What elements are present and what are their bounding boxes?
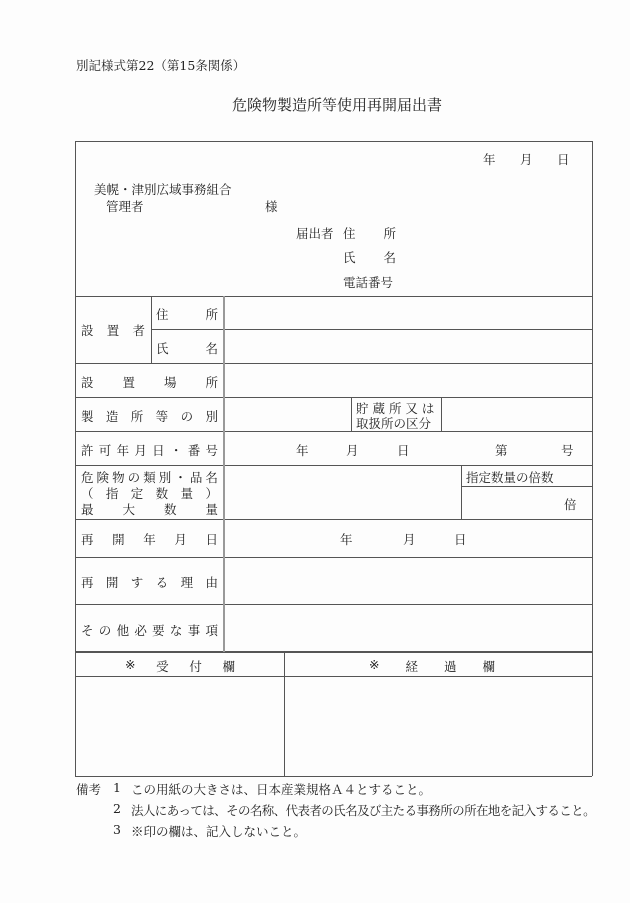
organization-name: 美幌・津別広域事務組合 — [94, 182, 232, 197]
facility-type-field[interactable] — [225, 398, 350, 430]
installer-address-label: 住 所 — [156, 307, 218, 322]
date-day: 日 — [557, 152, 570, 167]
multiple-unit: 倍 — [564, 497, 577, 512]
note-3-text: ※印の欄は、記入しないこと。 — [131, 824, 307, 839]
installer-label: 設 置 者 — [81, 323, 145, 338]
hazmat-label-1: 危 険 物 の 類 別 ・ 品 名 — [81, 470, 218, 485]
honorific: 様 — [265, 199, 278, 214]
document-title: 危険物製造所等使用再開届出書 — [232, 96, 443, 114]
progress-header: ※ 経 過 欄 — [369, 657, 495, 674]
permit-no-suffix: 号 — [561, 443, 574, 458]
location-label: 設 置 場 所 — [81, 375, 218, 390]
manager-label: 管理者 — [106, 199, 144, 214]
other-matters-field[interactable] — [225, 605, 591, 650]
progress-box — [285, 677, 591, 775]
reception-header: ※ 受 付 欄 — [125, 657, 235, 674]
date-month: 月 — [520, 152, 533, 167]
multiple-header: 指定数量の倍数 — [466, 470, 554, 485]
reopen-year: 年 — [340, 532, 353, 547]
reopen-reason-field[interactable] — [225, 558, 591, 603]
hazmat-label-3: 最 大 数 量 — [81, 502, 218, 517]
permit-day: 日 — [397, 443, 410, 458]
notifier-label: 届出者 — [296, 226, 334, 241]
notifier-address-label: 住 所 — [343, 226, 396, 241]
installer-address-field[interactable] — [225, 297, 591, 328]
date-year: 年 — [483, 152, 496, 167]
notifier-phone-label: 電話番号 — [343, 275, 394, 290]
location-field[interactable] — [225, 364, 591, 396]
other-matters-label: そ の 他 必 要 な 事 項 — [81, 623, 218, 638]
permit-no-prefix: 第 — [495, 443, 508, 458]
permit-label: 許 可 年 月 日 ・ 番 号 — [81, 443, 218, 458]
note-3-number: 3 — [113, 822, 121, 837]
note-1-text: この用紙の大きさは、日本産業規格Ａ４とすること。 — [131, 782, 432, 797]
form-number: 別記様式第22（第15条関係） — [76, 58, 246, 73]
notifier-name-label: 氏 名 — [343, 250, 396, 265]
note-2-number: 2 — [113, 801, 121, 816]
permit-month: 月 — [346, 443, 359, 458]
reopen-day: 日 — [454, 532, 467, 547]
hazmat-field[interactable] — [225, 466, 460, 518]
installer-name-field[interactable] — [225, 330, 591, 362]
note-2-text: 法人にあっては、その名称、代表者の氏名及び主たる事務所の所在地を記入すること。 — [131, 803, 595, 818]
installer-name-label: 氏 名 — [156, 341, 218, 356]
storage-category-field[interactable] — [442, 398, 591, 430]
storage-category-label-2: 取扱所の区分 — [356, 416, 432, 431]
reception-box — [76, 677, 283, 775]
storage-category-label-1: 貯 蔵 所 又 は — [356, 401, 435, 416]
facility-type-label: 製 造 所 等 の 別 — [81, 409, 218, 424]
reopen-reason-label: 再 開 す る 理 由 — [81, 575, 218, 590]
permit-year: 年 — [296, 443, 309, 458]
reopen-month: 月 — [403, 532, 416, 547]
note-1-number: 1 — [113, 780, 121, 795]
reopen-date-label: 再 開 年 月 日 — [81, 532, 218, 547]
hazmat-label-2: （ 指 定 数 量 ） — [81, 486, 218, 501]
notes-label: 備考 — [76, 782, 102, 797]
